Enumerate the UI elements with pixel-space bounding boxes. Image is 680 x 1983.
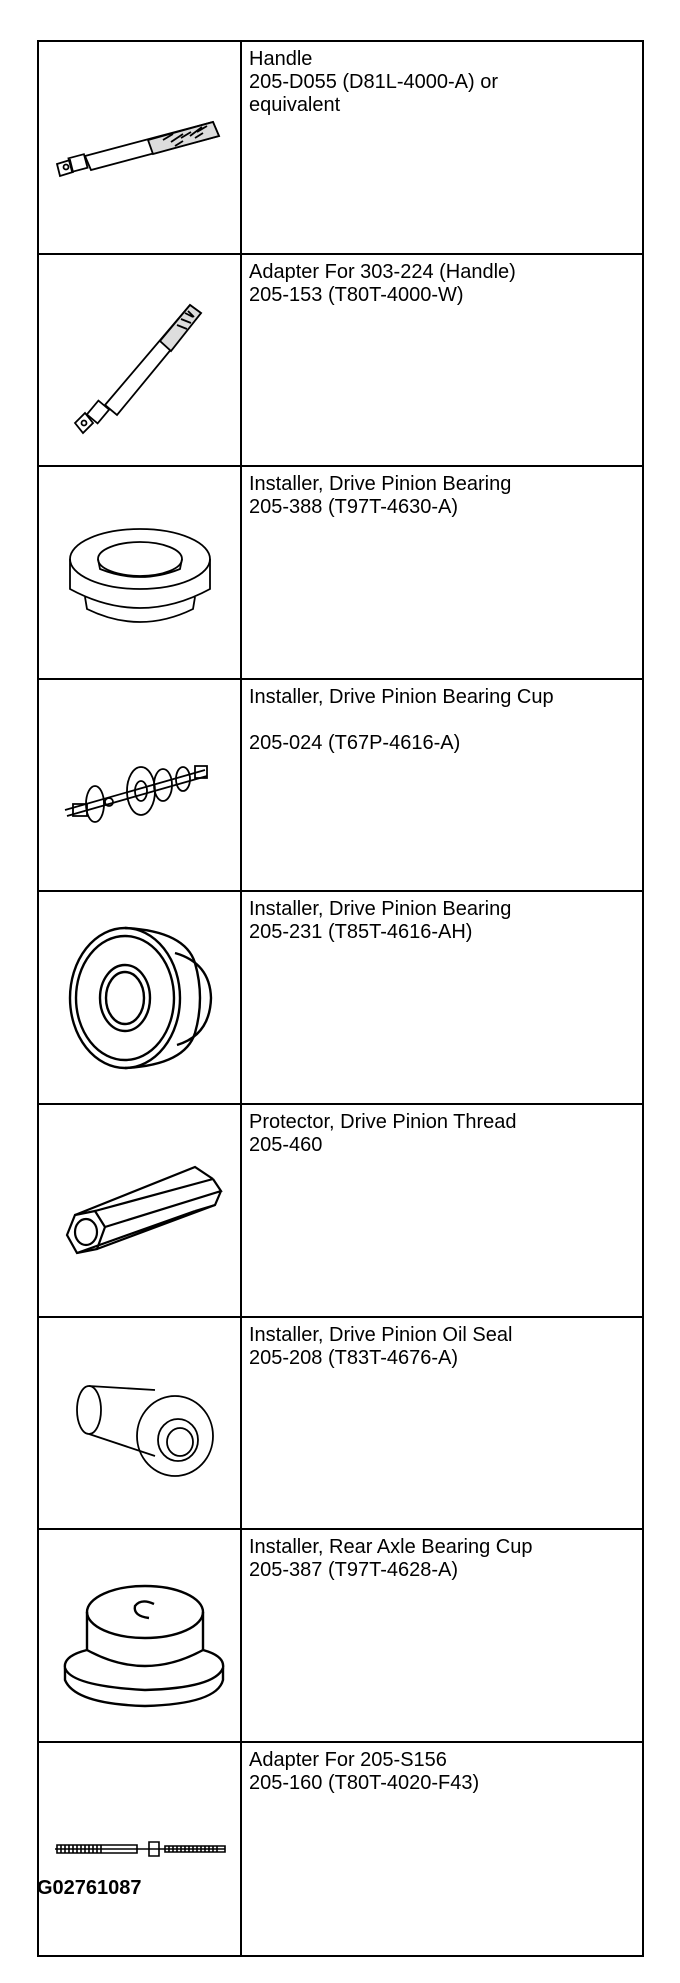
special-tools-table	[37, 40, 644, 1957]
tool-number: 205-D055 (D81L-4000-A) or	[249, 71, 499, 93]
tool-name: Adapter For 303-224 (Handle)	[249, 260, 516, 283]
tool-illustration-cell	[39, 892, 242, 1103]
tool-name: Installer, Drive Pinion Bearing	[249, 473, 512, 496]
hex-protector-icon	[45, 1115, 235, 1305]
tool-number: 205-231 (T85T-4616-AH)	[249, 921, 473, 944]
tool-name: Adapter For 205-S156	[249, 1748, 447, 1771]
tool-name: Installer, Drive Pinion Bearing Cup	[249, 685, 554, 708]
tool-row-adapter-handle	[39, 255, 642, 468]
tool-row-pinion-bearing-installer	[39, 467, 642, 680]
tool-name: Handle	[249, 48, 313, 70]
figure-code: G02761087	[37, 1877, 142, 1899]
tool-description	[242, 467, 642, 678]
tool-row-oil-seal-installer	[39, 1318, 642, 1531]
tool-illustration-cell	[39, 1318, 242, 1529]
tool-number: 205-153 (T80T-4000-W)	[249, 283, 464, 306]
tool-row-pinion-bearing-installer-2	[39, 892, 642, 1105]
axle-cup-installer-icon	[45, 1540, 235, 1730]
tool-spacer	[249, 709, 636, 732]
tool-number: 205-208 (T83T-4676-A)	[249, 1346, 459, 1369]
tool-name: Protector, Drive Pinion Thread	[249, 1110, 517, 1133]
handle-icon	[45, 52, 235, 242]
tool-illustration-cell	[39, 467, 242, 678]
tool-row-thread-protector	[39, 1105, 642, 1318]
tool-name: Installer, Rear Axle Bearing Cup	[249, 1536, 533, 1559]
tool-row-threaded-adapter	[39, 1743, 642, 1955]
tool-description	[242, 892, 642, 1103]
tool-row-pinion-bearing-cup-installer	[39, 680, 642, 893]
tool-number: 205-460	[249, 1133, 323, 1156]
tool-illustration-cell	[39, 1105, 242, 1316]
oil-seal-installer-icon	[45, 1328, 235, 1518]
tool-description	[242, 1318, 642, 1529]
tool-number: 205-388 (T97T-4630-A)	[249, 496, 459, 519]
tool-description	[242, 1530, 642, 1741]
adapter-handle-icon	[45, 265, 235, 455]
tool-number: 205-387 (T97T-4628-A)	[249, 1559, 459, 1582]
tool-note: equivalent	[249, 94, 341, 116]
bearing-cup-installer-icon	[45, 690, 235, 880]
tool-description	[242, 1743, 642, 1955]
tool-illustration-cell	[39, 255, 242, 466]
tool-name: Installer, Drive Pinion Bearing	[249, 898, 512, 921]
tool-description	[242, 42, 642, 253]
tool-name: Installer, Drive Pinion Oil Seal	[249, 1323, 513, 1346]
bearing-installer-ring-icon	[45, 477, 235, 667]
tool-row-handle	[39, 42, 642, 255]
tool-description	[242, 1105, 642, 1316]
tool-illustration-cell	[39, 42, 242, 253]
tool-number: 205-024 (T67P-4616-A)	[249, 731, 461, 754]
tool-illustration-cell	[39, 680, 242, 891]
threaded-rod-icon	[45, 1754, 235, 1944]
stepped-disc-icon	[45, 903, 235, 1093]
tool-illustration-cell	[39, 1530, 242, 1741]
tool-row-rear-axle-cup-installer	[39, 1530, 642, 1743]
tool-description	[242, 680, 642, 891]
tool-description	[242, 255, 642, 466]
tool-illustration-cell	[39, 1743, 242, 1955]
tool-number: 205-160 (T80T-4020-F43)	[249, 1771, 480, 1794]
